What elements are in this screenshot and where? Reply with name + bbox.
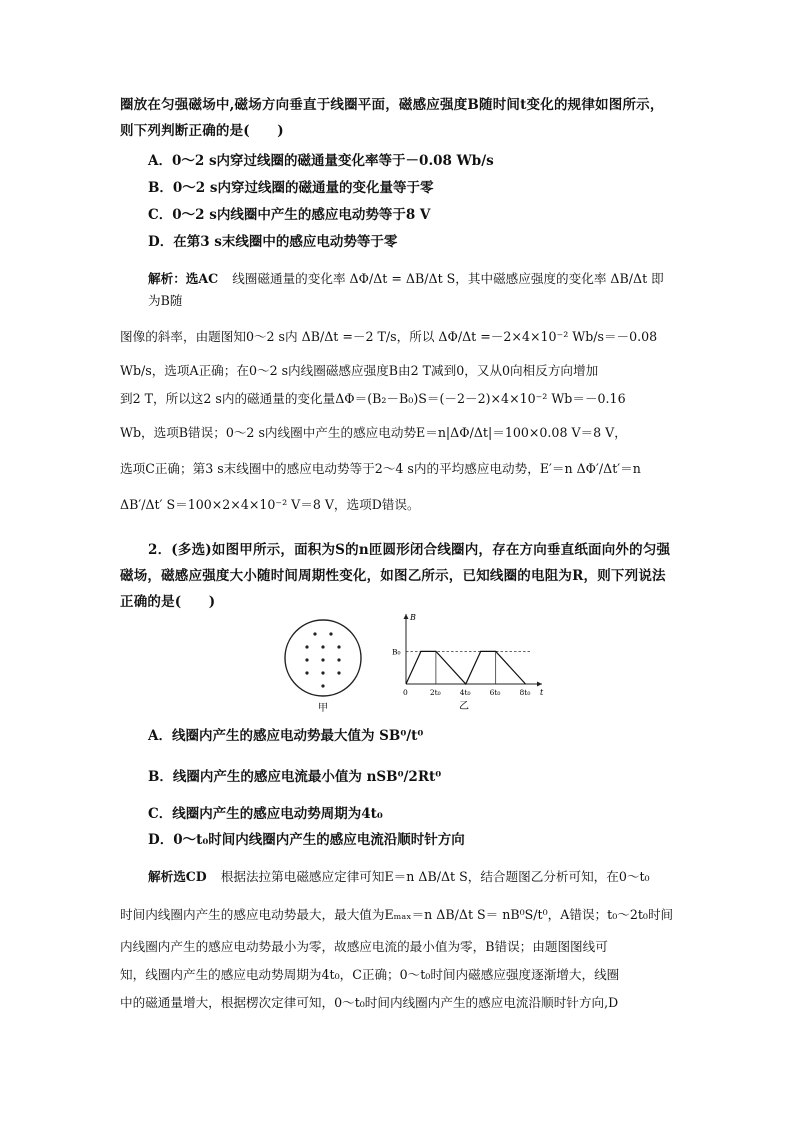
q2-option-b: B．线圈内产生的感应电流最小值为 nSB⁰/2Rt⁰ [148,769,442,785]
q2-answer-line-4: 知，线圈内产生的感应电动势周期为4t₀，C正确；0～t₀时间内磁感应强度逐渐增大，线圈 [120,967,620,982]
field-dot [305,671,308,674]
y-tick-label: B₀ [392,647,401,657]
q1-answer-line-3: Wb/s，选项A正确；在0～2 s内线圈磁感应强度B由2 T减到0，又从0向相反方向增加 [120,363,599,378]
q2-answer-line-1: 根据法拉第电磁感应定律可知E＝n ΔB/Δt S，结合题图乙分析可知，在0～t₀ [220,869,650,884]
y-axis-arrow [404,614,409,619]
q1-answer-line-1: 线圈磁通量的变化率 ΔΦ/Δt = ΔB/Δt S，其中磁感应强度的变化率 ΔB/Δt 即为B随 [148,271,664,308]
field-dot [337,671,340,674]
y-axis-label: B [410,613,416,622]
x-tick-label: 8t₀ [519,688,531,697]
q2-figure-left [278,614,368,714]
field-dot [305,645,308,648]
x-tick-label: 2t₀ [429,688,441,697]
q1-option-b: B．0～2 s内穿过线圈的磁通量的变化量等于零 [148,180,434,196]
q2-answer-line-5: 中的磁通量增大，根据楞次定律可知，0～t₀时间内线圈内产生的感应电流沿顺时针方向,D [120,995,619,1010]
magnetic-field-dots [305,632,340,687]
q1-option-c: C．0～2 s内线圈中产生的感应电动势等于8 V [148,207,431,223]
q2-option-c: C．线圈内产生的感应电动势周期为4t₀ [148,806,383,822]
q1-answer [120,268,676,516]
q2-answer-lead: 解析选CD [148,869,207,884]
x-tick-label: 4t₀ [459,688,471,697]
x-axis-arrow [537,682,542,687]
q1-stem: 圈放在匀强磁场中,磁场方向垂直于线圈平面，磁感应强度B随时间t变化的规律如图所示，则下列判断正确的是( ) [120,97,664,139]
field-dot [321,671,324,674]
field-dot [321,684,324,687]
q2-option-d: D．0～t₀时间内线圈内产生的感应电流沿顺时针方向 [148,832,465,848]
fig-left-label: 甲 [318,703,328,714]
field-dot [305,658,308,661]
q1-option-d: D．在第3 s末线圈中的感应电动势等于零 [148,234,398,250]
x-tick-label: 0 [403,688,408,697]
q1-answer-line-5: Wb，选项B错误；0～2 s内线圈中产生的感应电动势E＝n|ΔΦ/Δt|＝100×0.08 V＝8 V， [120,425,627,440]
q2-figure-right-chart [386,612,546,712]
q1-answer-line-4: 到2 T，所以这2 s内的磁通量的变化量ΔΦ＝(B₂－B₀)S＝(－2－2)×4×10⁻² Wb＝－0.16 [120,391,626,406]
q1-option-a: A．0～2 s内穿过线圈的磁通量变化率等于－0.08 Wb/s [148,153,494,169]
field-dot [313,632,316,635]
q1-answer-line-6: 选项C正确；第3 s末线圈中的感应电动势等于2～4 s内的平均感应电动势，E′＝n ΔΦ′/Δt′＝n [120,461,641,476]
q2-stem: 2．(多选)如图甲所示，面积为S的n匝圆形闭合线圈内，存在方向垂直纸面向外的匀强磁场，磁感应强度大小随时间周期性变化，如图乙所示，已知线圈的电阻为R，则下列说法正确的是( ) [120,542,671,610]
field-dot [329,632,332,635]
q2-answer [120,866,676,1014]
fig-right-label: 乙 [459,701,469,712]
field-dot [337,658,340,661]
q2-answer-line-2: 时间内线圈内产生的感应电动势最大，最大值为Eₘₐₓ＝n ΔB/Δt S＝ nB⁰S/t⁰，A错误；t₀～2t₀时间 [120,907,674,922]
b-t-series-line [406,651,526,684]
q1-answer-lead: 解析：选AC [148,271,219,286]
x-tick-label: 6t₀ [489,688,501,697]
q1-answer-line-7: ΔB′/Δt′ S＝100×2×4×10⁻² V＝8 V，选项D错误。 [120,497,420,512]
q2-answer-line-3: 内线圈内产生的感应电动势最小为零，故感应电流的最小值为零，B错误；由题图图线可 [120,939,608,954]
field-dot [321,645,324,648]
field-dot [321,658,324,661]
x-axis-label: t [540,688,544,697]
q2-option-a: A．线圈内产生的感应电动势最大值为 SB⁰/t⁰ [148,728,424,744]
q1-answer-line-2: 图像的斜率，由题图知0～2 s内 ΔB/Δt =－2 T/s，所以 ΔΦ/Δt =－2×4×10⁻² Wb/s＝－0.08 [120,329,658,344]
field-dot [337,645,340,648]
